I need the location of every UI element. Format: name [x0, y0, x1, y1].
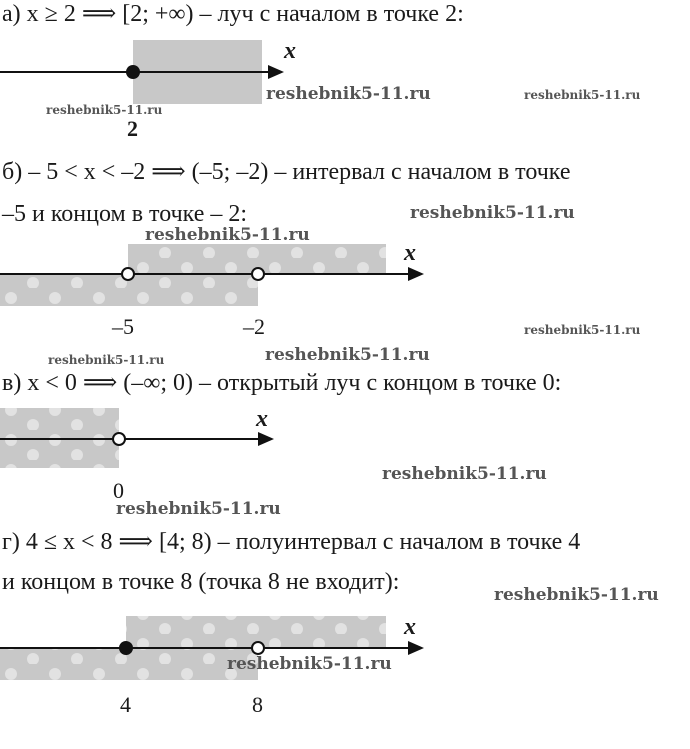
axis-arrow-icon: [258, 432, 274, 446]
watermark: reshebnik5-11.ru: [382, 464, 547, 484]
watermark: reshebnik5-11.ru: [494, 585, 659, 605]
watermark: reshebnik5-11.ru: [46, 103, 163, 117]
watermark: reshebnik5-11.ru: [524, 323, 641, 337]
watermark: reshebnik5-11.ru: [227, 654, 392, 674]
part-g-statement-line2: и концом в точке 8 (точка 8 не входит):: [2, 569, 400, 595]
open-point: [113, 433, 125, 445]
tick-label: 0: [113, 478, 124, 500]
tick-label-right: 8: [252, 692, 263, 717]
watermark: reshebnik5-11.ru: [410, 203, 575, 223]
watermark: reshebnik5-11.ru: [265, 345, 430, 365]
open-point-right: [252, 268, 264, 280]
part-b-statement-line1: б) – 5 < x < –2 ⟹ (–5; –2) – интервал с началом в точке: [2, 159, 571, 185]
axis-arrow-icon: [268, 65, 284, 79]
axis-arrow-icon: [408, 267, 424, 281]
axis-arrow-icon: [408, 641, 424, 655]
part-a-statement: а) x ≥ 2 ⟹ [2; +∞) – луч с началом в точке 2:: [2, 1, 464, 27]
axis-label: x: [284, 38, 296, 64]
part-v-statement: в) x < 0 ⟹ (–∞; 0) – открытый луч с концом в точке 0:: [2, 370, 562, 396]
tick-label: 2: [127, 116, 138, 140]
watermark: reshebnik5-11.ru: [266, 84, 431, 104]
open-point-left: [122, 268, 134, 280]
part-b-statement-line2: –5 и концом в точке – 2:: [2, 201, 248, 227]
open-point-right: [252, 642, 264, 654]
watermark: reshebnik5-11.ru: [116, 499, 281, 519]
tick-label-left: –5: [112, 314, 134, 339]
tick-label-right: –2: [243, 314, 265, 339]
axis-label: x: [404, 240, 416, 266]
axis-label: x: [256, 406, 268, 432]
number-line-v: [0, 400, 690, 500]
closed-point: [126, 65, 140, 79]
closed-point-left: [119, 641, 133, 655]
watermark: reshebnik5-11.ru: [524, 88, 641, 102]
watermark: reshebnik5-11.ru: [145, 225, 310, 245]
tick-label-left: 4: [120, 692, 131, 717]
axis-label: x: [404, 614, 416, 640]
watermark: reshebnik5-11.ru: [48, 353, 165, 367]
part-g-statement-line1: г) 4 ≤ x < 8 ⟹ [4; 8) – полуинтервал с началом в точке 4: [2, 529, 581, 555]
